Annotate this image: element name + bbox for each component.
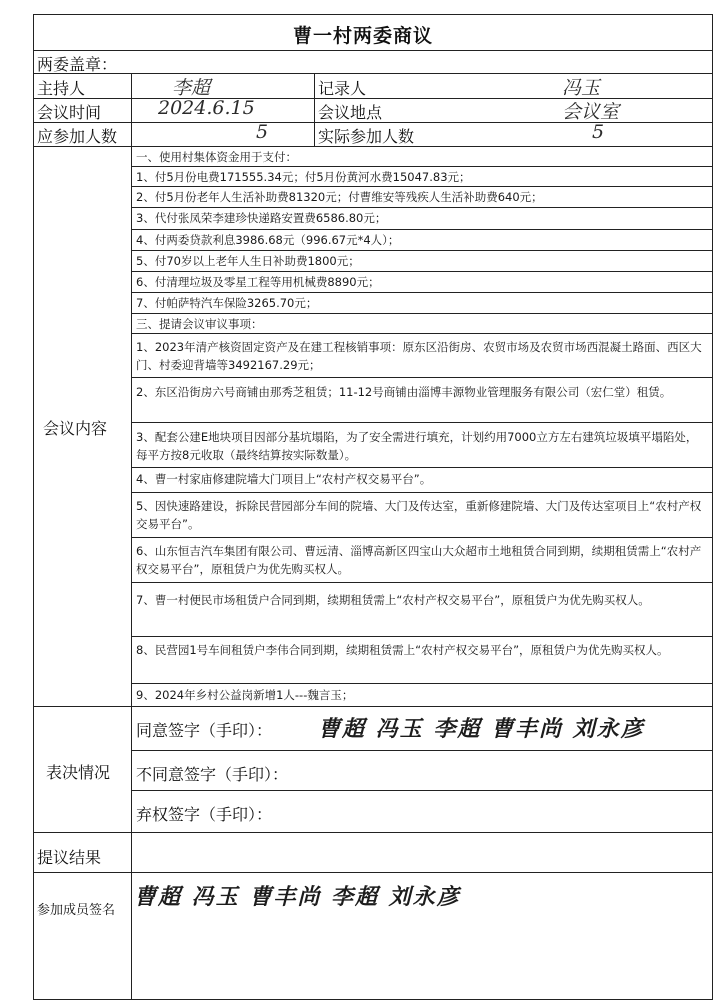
abstain-signature-label: 弃权签字（手印）：	[136, 805, 273, 824]
review-item: 1、2023年清产核资固定资产及在建工程核销事项：原东区沿街房、农贸市场及农贸市场西混凝土路面、西区大门、村委迎背墙等3492167.29元；	[136, 340, 702, 372]
expected-attendees-value: 5	[256, 121, 269, 143]
result-label: 提议结果	[37, 848, 102, 867]
review-item: 7、曹一村便民市场租赁户合同到期，续期租赁需上“农村产权交易平台”，原租赁户为优先购买权人。	[136, 593, 650, 607]
review-item: 3、配套公建E地块项目因部分基坑塌陷，为了安全需进行填充，计划约用7000立方左右建筑垃圾填平塌陷处，每平方按8元收取（最终结算按实际数量）。	[136, 430, 698, 462]
payment-item: 2、付5月份老年人生活补助费81320元；付曹维安等残疾人生活补助费640元；	[136, 190, 543, 204]
review-item: 6、山东恒吉汽车集团有限公司、曹远清、淄博高新区四宝山大众超市土地租赁合同到期，续期租赁需上“农村产权交易平台”，原租赁户为优先购买权人。	[136, 544, 702, 576]
place-label: 会议地点	[318, 103, 383, 122]
expected-attendees-label: 应参加人数	[37, 127, 118, 146]
agree-signatures: 曹超 冯玉 李超 曹丰尚 刘永彦	[318, 716, 645, 742]
review-item: 5、因快速路建设，拆除民营园部分车间的院墙、大门及传达室，重新修建院墙、大门及传达室项目上“农村产权交易平台”。	[136, 499, 702, 531]
vote-label: 表决情况	[46, 763, 111, 782]
meeting-date-value: 2024.6.15	[158, 97, 255, 119]
agree-signature-label: 同意签字（手印）：	[136, 721, 273, 740]
payment-item: 6、付清理垃圾及零星工程等用机械费8890元；	[136, 275, 380, 289]
section-payments-heading: 一、使用村集体资金用于支付：	[136, 150, 297, 164]
content-label: 会议内容	[43, 419, 108, 438]
payment-item: 3、代付张凤荣李建珍快递路安置费6586.80元；	[136, 211, 387, 225]
recorder-label: 记录人	[318, 79, 367, 98]
time-label: 会议时间	[37, 103, 102, 122]
payment-item: 4、付两委贷款利息3986.68元（996.67元*4人）；	[136, 233, 400, 247]
actual-attendees-label: 实际参加人数	[318, 127, 415, 146]
payment-item: 7、付帕萨特汽车保险3265.70元；	[136, 296, 318, 310]
host-signature: 李超	[172, 77, 211, 99]
members-signature-label: 参加成员签名	[37, 903, 116, 918]
review-item: 8、民营园1号车间租赁户李伟合同到期，续期租赁需上“农村产权交易平台”，原租赁户为优先购买权人。	[136, 643, 669, 657]
actual-attendees-value: 5	[592, 121, 605, 143]
disagree-signature-label: 不同意签字（手印）：	[136, 765, 289, 784]
payment-item: 1、付5月份电费171555.34元；付5月份黄河水费15047.83元；	[136, 170, 471, 184]
meeting-place-value: 会议室	[562, 101, 620, 123]
review-item: 2、东区沿街房六号商铺由那秀芝租赁；11-12号商铺由淄博丰源物业管理服务有限公司（宏仁堂）租赁。	[136, 385, 672, 399]
seal-label: 两委盖章：	[37, 55, 118, 74]
review-item: 4、曹一村家庙修建院墙大门项目上“农村产权交易平台”。	[136, 472, 432, 486]
member-signatures: 曹超 冯玉 曹丰尚 李超 刘永彦	[134, 884, 461, 910]
recorder-signature: 冯玉	[562, 77, 601, 99]
host-label: 主持人	[37, 79, 86, 98]
form-title: 曹一村两委商议	[292, 25, 433, 47]
payment-item: 5、付70岁以上老年人生日补助费1800元；	[136, 254, 360, 268]
review-item: 9、2024年乡村公益岗新增1人---魏言玉；	[136, 688, 354, 702]
section-review-heading: 三、提请会议审议事项：	[136, 317, 263, 331]
